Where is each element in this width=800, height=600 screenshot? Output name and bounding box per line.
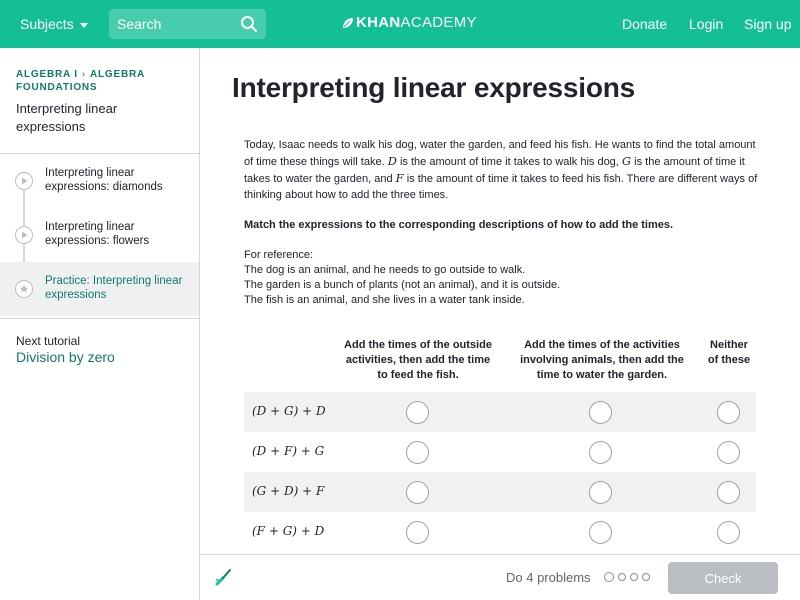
reference-line: The fish is an animal, and she lives in a water tank inside. (244, 294, 525, 306)
radio-animals[interactable] (589, 441, 612, 464)
chevron-right-icon: › (81, 69, 86, 80)
sidebar-item-label: Interpreting linear expressions: flowers (45, 221, 150, 247)
sidebar-item-practice[interactable] (0, 262, 199, 316)
play-icon (15, 226, 33, 244)
reference-line: The dog is an animal, and he needs to go outside to walk. (244, 264, 526, 276)
check-button[interactable]: Check (668, 562, 778, 594)
search-icon[interactable] (240, 15, 258, 33)
reference-title: For reference: (244, 249, 314, 261)
progress-dot (642, 573, 650, 581)
problem-intro (244, 137, 764, 203)
intro-text: is the amount of time it takes to water the garden, and (244, 156, 745, 185)
expression: (D + F) + G (252, 444, 325, 458)
donate-link[interactable]: Donate (622, 16, 668, 32)
reference-line: The garden is a bunch of plants (not an animal), and it is outside. (244, 279, 561, 291)
radio-animals[interactable] (589, 521, 612, 544)
sidebar-item-label: Interpreting linear expressions: diamonds (45, 167, 163, 193)
instruction-text: Match the expressions to the corresponding descriptions of how to add the times. (244, 219, 674, 231)
search-box (109, 9, 266, 39)
scratchpad-icon[interactable] (214, 567, 234, 587)
match-row (244, 432, 756, 472)
column-header-outside: Add the times of the outside activities, then add the time to feed the fish. (344, 339, 492, 381)
radio-neither[interactable] (717, 441, 740, 464)
match-row (244, 392, 756, 432)
intro-text: is the amount of time it takes to feed his fish. There are different ways of thinking about how to add the three times. (244, 173, 758, 201)
logo-text: ACADEMY (400, 14, 477, 31)
play-icon (15, 172, 33, 190)
logo-text-bold: KHAN (356, 14, 401, 31)
column-header-neither: Neither of these (707, 339, 751, 366)
radio-neither[interactable] (717, 401, 740, 424)
login-link[interactable]: Login (689, 16, 724, 32)
subjects-label: Subjects (20, 16, 74, 32)
expression: (G + D) + F (252, 484, 325, 498)
next-tutorial-label: Next tutorial (16, 334, 81, 348)
variable-d: D (387, 154, 397, 168)
tutorial-sidebar (0, 48, 200, 600)
search-input[interactable] (109, 9, 229, 39)
sidebar-item-diamonds[interactable] (0, 154, 199, 208)
progress-dot (618, 573, 626, 581)
problem-count-label: Do 4 problems (506, 570, 591, 585)
radio-animals[interactable] (589, 481, 612, 504)
radio-animals[interactable] (589, 401, 612, 424)
star-icon (15, 280, 33, 298)
khan-academy-logo[interactable] (342, 14, 477, 31)
sidebar-item-label: Practice: Interpreting linear expressions (45, 275, 183, 301)
radio-neither[interactable] (717, 481, 740, 504)
breadcrumb-algebra-1[interactable]: ALGEBRA I (16, 69, 78, 80)
progress-dot (630, 573, 638, 581)
column-header-animals: Add the times of the activities involving animals, then add the time to water the garden. (520, 339, 684, 381)
sidebar-item-flowers[interactable] (0, 208, 199, 262)
breadcrumb (16, 68, 186, 94)
match-row (244, 512, 756, 552)
subjects-menu[interactable] (20, 16, 88, 32)
page-title: Interpreting linear expressions (232, 72, 636, 103)
tutorial-title: Interpreting linear expressions (16, 101, 118, 134)
exercise-footer (200, 554, 800, 600)
leaf-icon (342, 17, 354, 29)
divider (0, 318, 199, 319)
expression: (F + G) + D (252, 524, 325, 538)
intro-text: Today, Isaac needs to walk his dog, water the garden, and feed his fish. He wants to find the total amount of time these things will take. (244, 139, 756, 168)
radio-outside[interactable] (406, 441, 429, 464)
intro-text: is the amount of time it takes to walk his dog, (396, 156, 622, 168)
expression: (D + G) + D (252, 404, 326, 418)
radio-outside[interactable] (406, 401, 429, 424)
top-navigation-bar (0, 0, 800, 48)
variable-f: F (395, 171, 404, 185)
breadcrumb-algebra-foundations[interactable]: ALGEBRA FOUNDATIONS (16, 69, 145, 93)
radio-outside[interactable] (406, 481, 429, 504)
progress-dot (604, 572, 614, 582)
radio-outside[interactable] (406, 521, 429, 544)
match-row (244, 472, 756, 512)
chevron-down-icon (80, 23, 88, 28)
next-tutorial-link[interactable]: Division by zero (16, 349, 115, 365)
reference-block (244, 248, 764, 308)
radio-neither[interactable] (717, 521, 740, 544)
variable-g: G (621, 154, 632, 168)
signup-link[interactable]: Sign up (744, 16, 792, 32)
